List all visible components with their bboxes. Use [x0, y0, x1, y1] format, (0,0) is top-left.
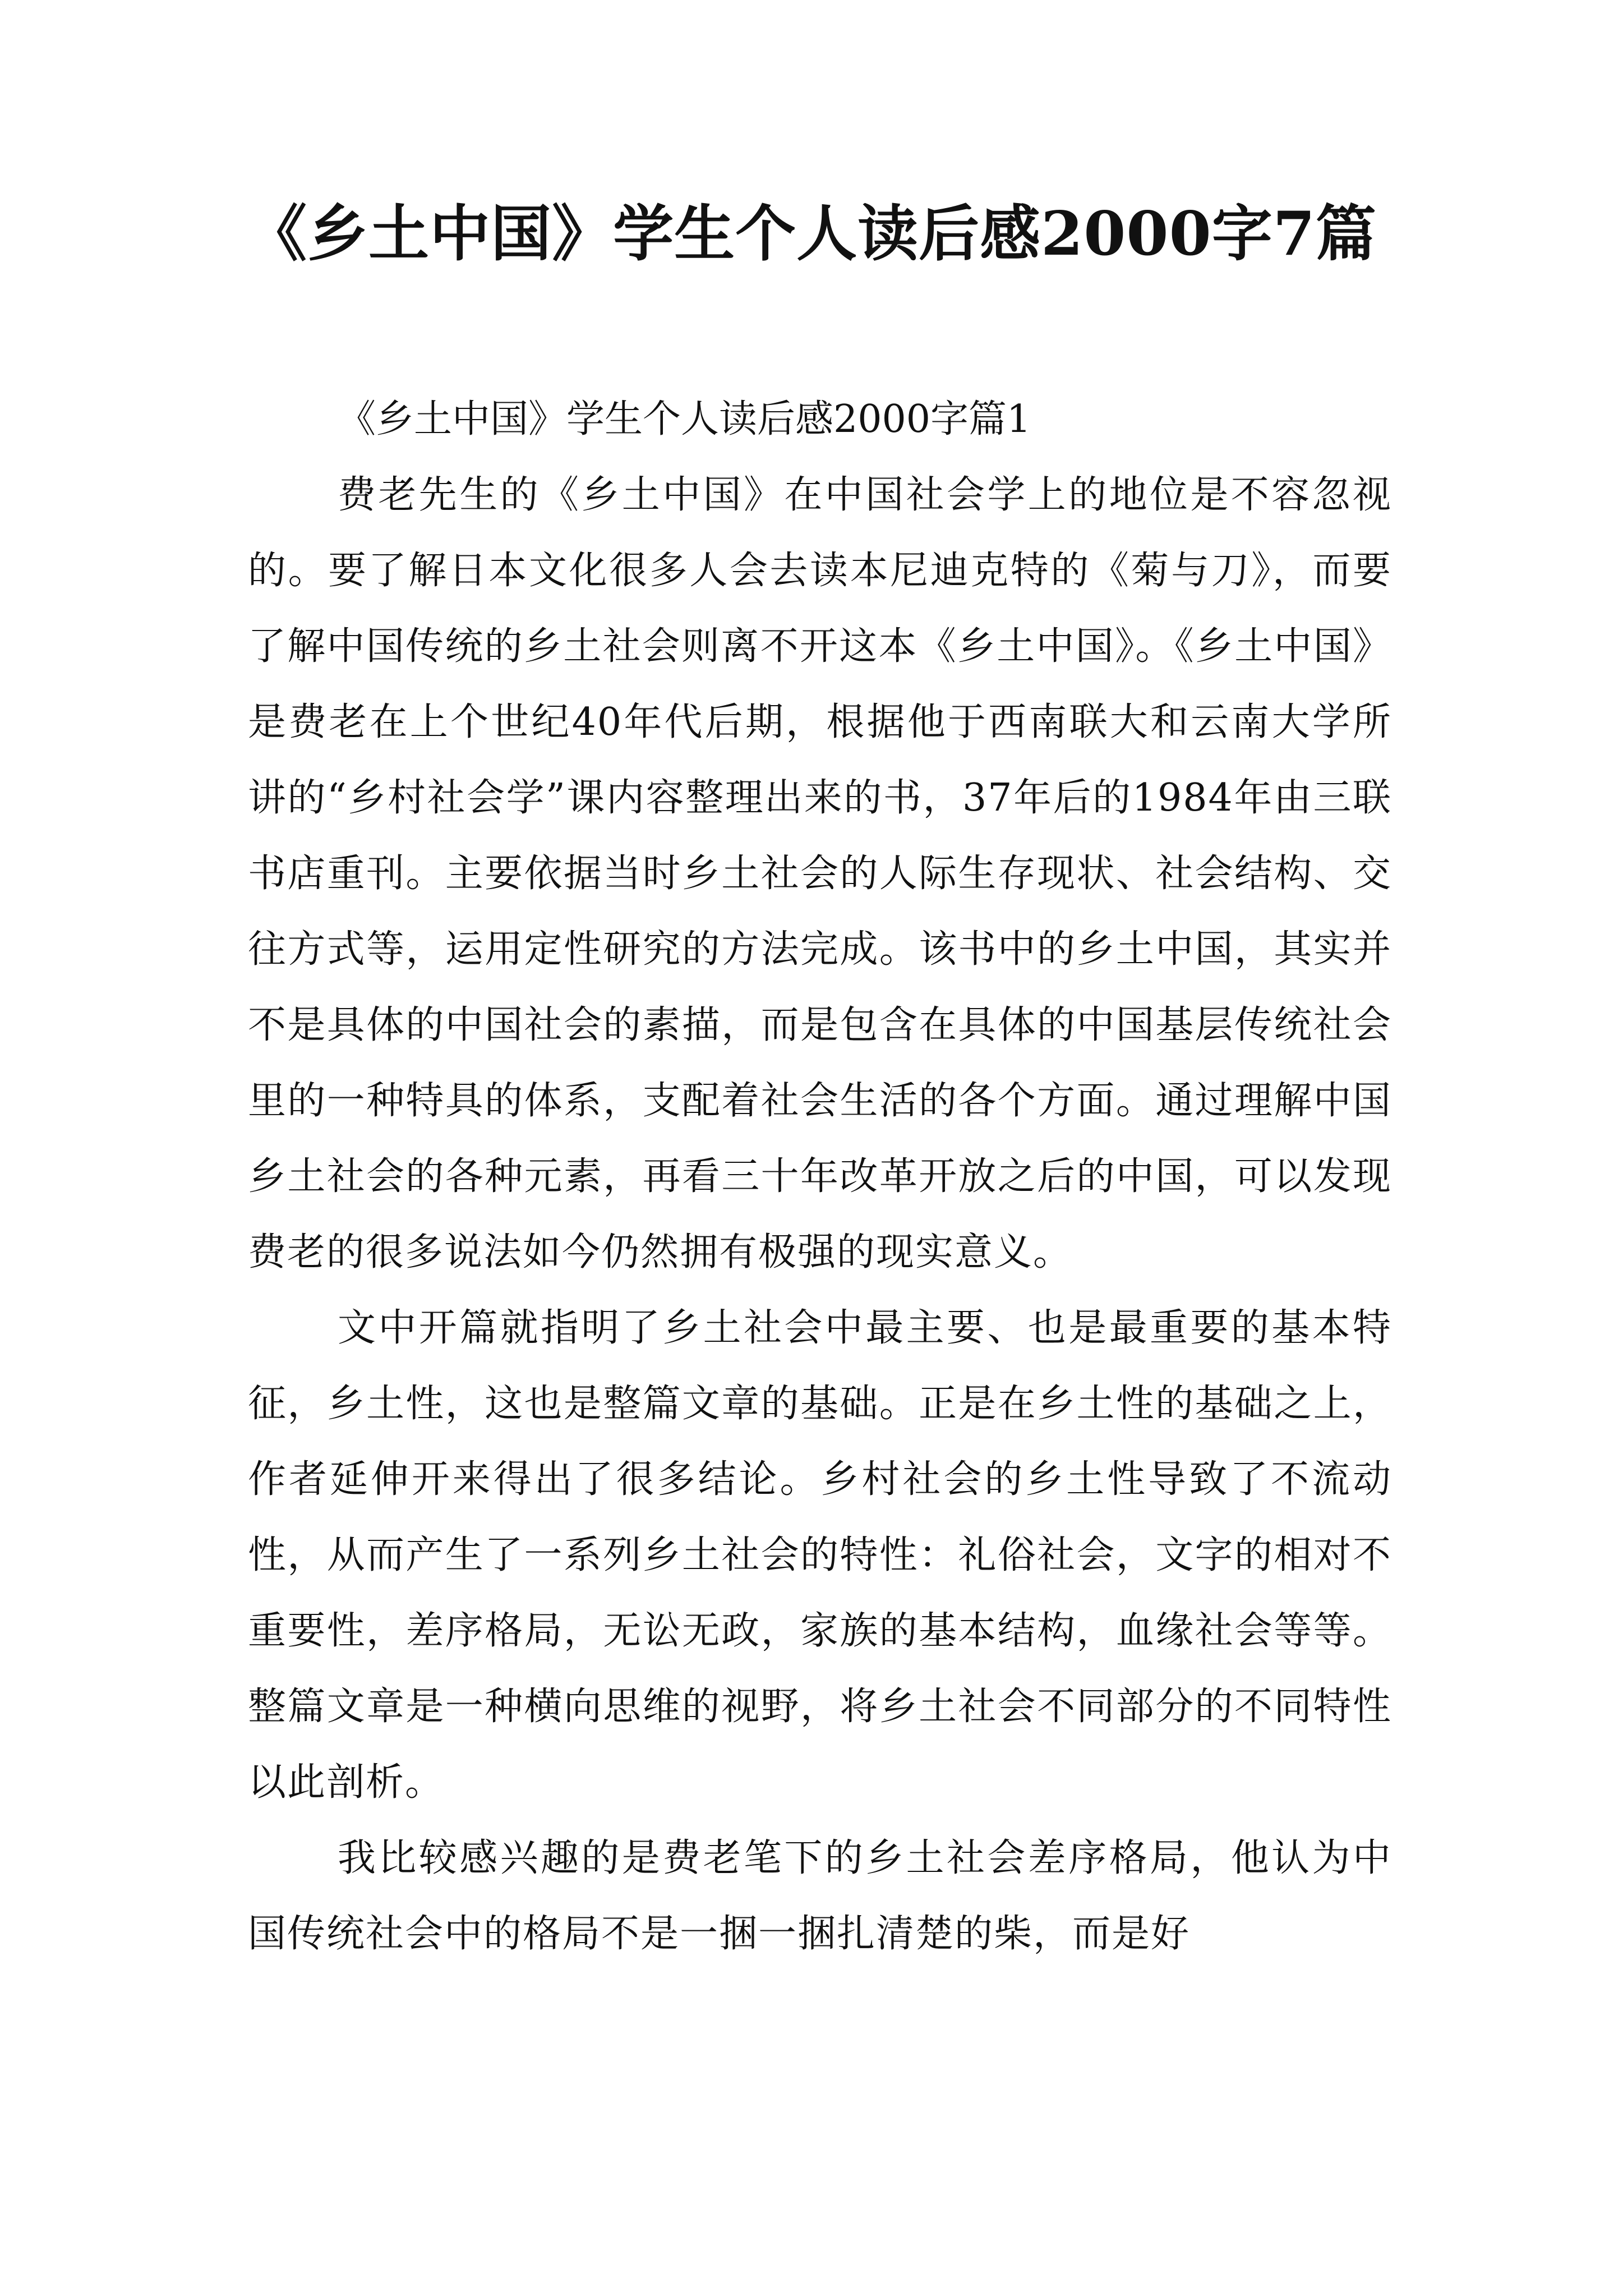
- paragraph-2: 文中开篇就指明了乡土社会中最主要、也是最重要的基本特征，乡土性，这也是整篇文章的基础。正是在乡土性的基础之上，作者延伸开来得出了很多结论。乡村社会的乡土性导致了不流动性，从而产生了一系列乡土社会的特性：礼俗社会，文字的相对不重要性，差序格局，无讼无政，家族的基本结构，血缘社会等等。整篇文章是一种横向思维的视野，将乡土社会不同部分的不同特性以此剖析。: [248, 1306, 1392, 1805]
- paragraph-1: 费老先生的《乡土中国》在中国社会学上的地位是不容忽视的。要了解日本文化很多人会去读本尼迪克特的《菊与刀》，而要了解中国传统的乡土社会则离不开这本《乡土中国》。《乡土中国》是费老在上个世纪40年代后期，根据他于西南联大和云南大学所讲的“乡村社会学”课内容整理出来的书，37年后的1984年由三联书店重刊。主要依据当时乡土社会的人际生存现状、社会结构、交往方式等，运用定性研究的方法完成。该书中的乡土中国，其实并不是具体的中国社会的素描，而是包含在具体的中国基层传统社会里的一种特具的体系，支配着社会生活的各个方面。通过理解中国乡土社会的各种元素，再看三十年改革开放之后的中国，可以发现费老的很多说法如今仍然拥有极强的现实意义。: [248, 473, 1392, 1274]
- section-heading: 《乡土中国》学生个人读后感2000字篇1: [338, 397, 1031, 441]
- paragraph-3: 我比较感兴趣的是费老笔下的乡土社会差序格局，他认为中国传统社会中的格局不是一捆一捆扎清楚的柴，而是好: [248, 1836, 1392, 1956]
- document-title: 《乡土中国》学生个人读后感2000字7篇: [246, 199, 1377, 269]
- document-body: [248, 381, 1392, 1972]
